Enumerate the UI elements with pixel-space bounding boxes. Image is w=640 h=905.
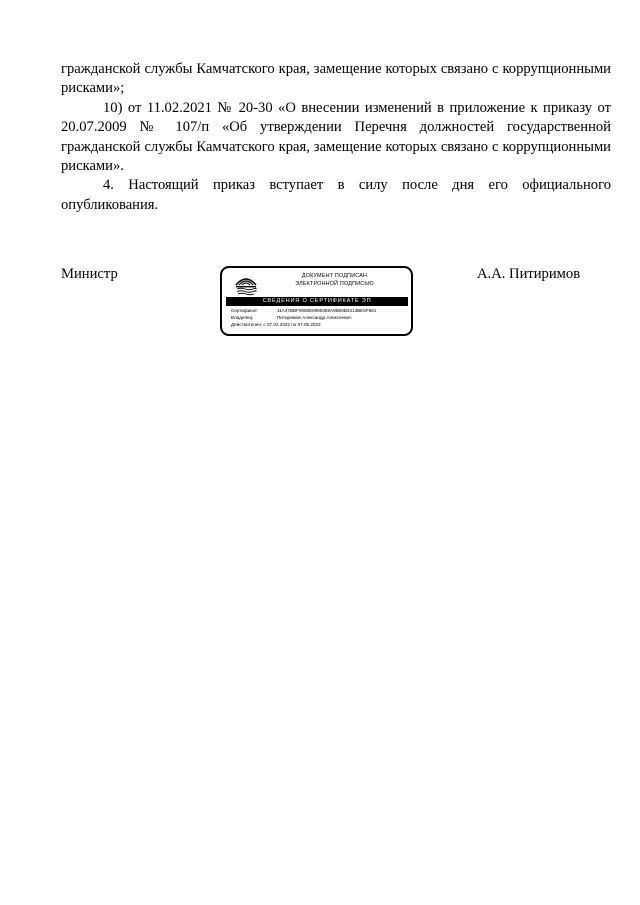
signatory-name: А.А. Питиримов — [477, 266, 581, 282]
paragraph-continuation: гражданской службы Камчатского края, замещение которых связано с коррупционными рисками»; — [61, 61, 611, 97]
paragraph-item-10: 10) от 11.02.2021 № 20-30 «О внесении изменений в приложение к приказу от 20.07.2009 № 107/п «Об утверждении Перечня должностей государственной гражданской службы Камчатского края, замещение которых связано с коррупционными рисками». — [61, 99, 611, 175]
electronic-signature-stamp — [220, 266, 413, 336]
paragraph-item-4: 4. Настоящий приказ вступает в силу после дня его официального опубликования. — [61, 177, 611, 213]
coat-of-arms-icon — [233, 272, 259, 296]
body-text — [61, 60, 611, 215]
signatory-position: Министр — [61, 266, 118, 282]
certificate-value: 11A47BBF0955E8988388A95B9B3413BE5F881 — [277, 308, 377, 313]
certificate-label: Сертификат: — [231, 308, 259, 313]
stamp-title-line2: ЭЛЕКТРОННОЙ ПОДПИСЬЮ — [295, 280, 374, 287]
stamp-owner-row — [231, 315, 352, 321]
stamp-title — [262, 273, 407, 288]
stamp-certificate-row — [231, 308, 376, 314]
validity-value: Действителен: с 07.02.2022 по 07.05.2023 — [231, 322, 321, 327]
owner-value: Питиримов Александр Алексеевич — [277, 315, 352, 320]
stamp-header-bar: СВЕДЕНИЯ О СЕРТИФИКАТЕ ЭП — [226, 297, 408, 306]
stamp-validity-row — [231, 322, 321, 328]
stamp-title-line1: ДОКУМЕНТ ПОДПИСАН — [301, 273, 368, 279]
owner-label: Владелец: — [231, 315, 254, 320]
